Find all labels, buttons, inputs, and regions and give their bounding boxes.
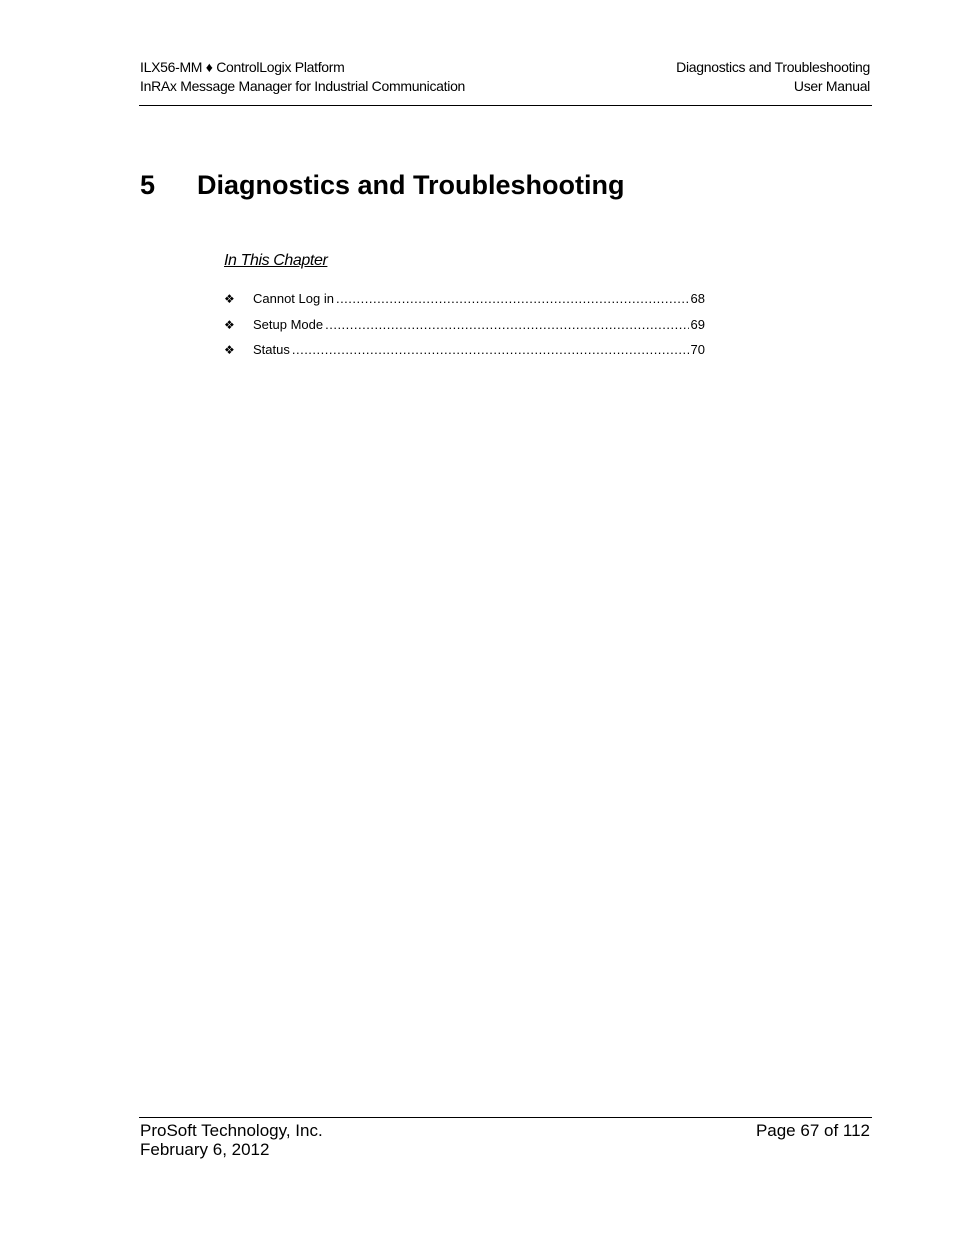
toc-item-label: Setup Mode: [253, 316, 324, 332]
page-header: [139, 57, 872, 106]
header-section-name: Diagnostics and Troubleshooting: [676, 59, 870, 75]
diamond-bullet-icon: ❖: [224, 343, 235, 357]
chapter-title: [140, 170, 625, 201]
footer-date: February 6, 2012: [140, 1140, 270, 1159]
header-document-type: User Manual: [793, 78, 870, 94]
toc-item-page: 68: [690, 291, 705, 306]
toc-list: [224, 290, 705, 367]
chapter-title-text: Diagnostics and Troubleshooting: [197, 170, 625, 200]
toc-item-label: Status: [253, 342, 290, 357]
chapter-number: 5: [140, 170, 156, 200]
toc-item-setup-mode[interactable]: [224, 316, 705, 342]
header-right: [676, 58, 870, 96]
toc-leader-dots: [292, 341, 689, 359]
toc-item-page: 69: [690, 316, 705, 332]
toc-item-status[interactable]: [224, 341, 705, 367]
header-product-line: ILX56-MM ♦ ControlLogix Platform: [140, 59, 345, 75]
header-left: [140, 58, 465, 96]
toc-item-cannot-log-in[interactable]: [224, 290, 705, 316]
diamond-bullet-icon: ❖: [224, 317, 235, 332]
toc-leader-dots: [325, 316, 688, 334]
footer-right: [756, 1121, 870, 1140]
toc-item-label: Cannot Log in: [253, 291, 334, 306]
footer-company: ProSoft Technology, Inc.: [140, 1121, 323, 1140]
page-footer: [139, 1117, 872, 1159]
footer-page-number: Page 67 of 112: [755, 1121, 870, 1140]
toc-leader-dots: [336, 290, 689, 308]
toc-item-page: 70: [690, 342, 705, 357]
header-product-description: InRAx Message Manager for Industrial Communication: [140, 78, 466, 94]
footer-left: [140, 1121, 323, 1159]
diamond-bullet-icon: ❖: [224, 292, 235, 306]
toc-heading: In This Chapter: [224, 252, 328, 269]
